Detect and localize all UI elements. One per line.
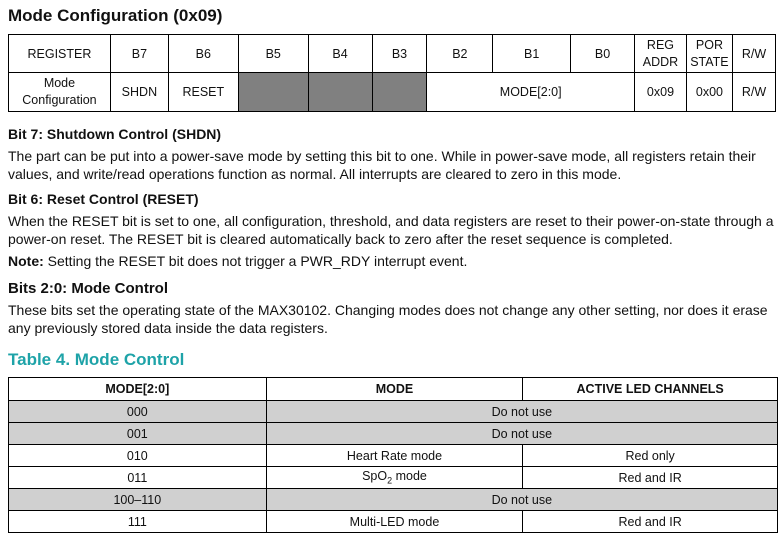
note-paragraph [8,252,783,270]
cell-b3-reserved [372,73,427,112]
mode-cell: Heart Rate mode [266,445,523,467]
table-row [9,489,778,511]
table-row [9,467,778,489]
header-b5: B5 [238,35,308,73]
register-table [8,34,776,112]
header-por-state [686,35,732,73]
mode-bits-cell: 001 [9,423,267,445]
cell-b4-reserved [308,73,372,112]
channels-cell: Red and IR [523,511,778,533]
header-reg-addr-line2: ADDR [642,54,679,69]
register-header-row [9,35,776,73]
cell-mode-bits: MODE[2:0] [427,73,635,112]
mode-bits-cell: 000 [9,401,267,423]
cell-b6: RESET [168,73,238,112]
table4-title: Table 4. Mode Control [8,350,185,369]
bit7-heading: Bit 7: Shutdown Control (SHDN) [8,126,222,142]
merged-mode-cell: Do not use [266,489,777,511]
mode-cell: Multi-LED mode [266,511,523,533]
mode-bits-cell: 011 [9,467,267,489]
header-b0: B0 [571,35,635,73]
header-reg-addr-line1: REG [646,37,675,52]
table-row [9,401,778,423]
note-label: Note: [8,253,44,269]
register-name-line2: Configuration [22,93,97,107]
header-reg-addr [635,35,687,73]
cell-b5-reserved [238,73,308,112]
channels-cell: Red and IR [523,467,778,489]
header-b1: B1 [493,35,571,73]
mode-name-suffix: mode [392,469,427,484]
mode-bits-cell: 100–110 [9,489,267,511]
table-row [9,423,778,445]
header-por-state-line1: POR [695,37,723,52]
mode-bits-cell: 010 [9,445,267,467]
bit6-text: When the RESET bit is set to one, all configuration, threshold, and data registers are reset to their power-on-state through a power-on reset. The RESET bit is cleared automatically back to zero after the reset sequence is completed. [8,213,774,247]
header-mode-bits: MODE[2:0] [9,378,267,401]
note-text: Setting the RESET bit does not trigger a PWR_RDY interrupt event. [43,253,468,269]
bits20-heading: Bits 2:0: Mode Control [8,280,168,297]
header-b2: B2 [427,35,493,73]
table-row [9,445,778,467]
mode-name-subscript: 2 [387,475,393,486]
register-data-row [9,73,776,112]
header-b4: B4 [308,35,372,73]
merged-mode-cell: Do not use [266,423,777,445]
channels-cell: Red only [523,445,778,467]
register-name-line1: Mode [43,76,76,90]
mode-bits-cell: 111 [9,511,267,533]
header-b6: B6 [168,35,238,73]
cell-por-state: 0x00 [686,73,732,112]
bits20-text: These bits set the operating state of the MAX30102. Changing modes does not change any other setting, nor does it erase any previously stored data inside the data registers. [8,302,768,336]
register-name-cell [9,73,111,112]
bit7-text: The part can be put into a power-save mode by setting this bit to one. While in power-save mode, all registers retain their values, and write/read operations function as normal. All interrupts are cleared to zero in this mode. [8,148,756,182]
header-active-led-channels: ACTIVE LED CHANNELS [523,378,778,401]
merged-mode-cell: Do not use [266,401,777,423]
bit6-heading: Bit 6: Reset Control (RESET) [8,191,199,207]
cell-b7: SHDN [110,73,168,112]
mode-table-header-row [9,378,778,401]
header-b7: B7 [110,35,168,73]
cell-rw: R/W [732,73,775,112]
header-por-state-line2: STATE [690,54,729,69]
mode-cell [266,467,523,489]
table-row [9,511,778,533]
header-mode: MODE [266,378,523,401]
header-rw: R/W [732,35,775,73]
page-title: Mode Configuration (0x09) [8,6,223,25]
mode-control-table [8,377,778,533]
header-register: REGISTER [9,35,111,73]
cell-reg-addr: 0x09 [635,73,687,112]
header-b3: B3 [372,35,427,73]
mode-name-prefix: SpO [362,469,388,484]
